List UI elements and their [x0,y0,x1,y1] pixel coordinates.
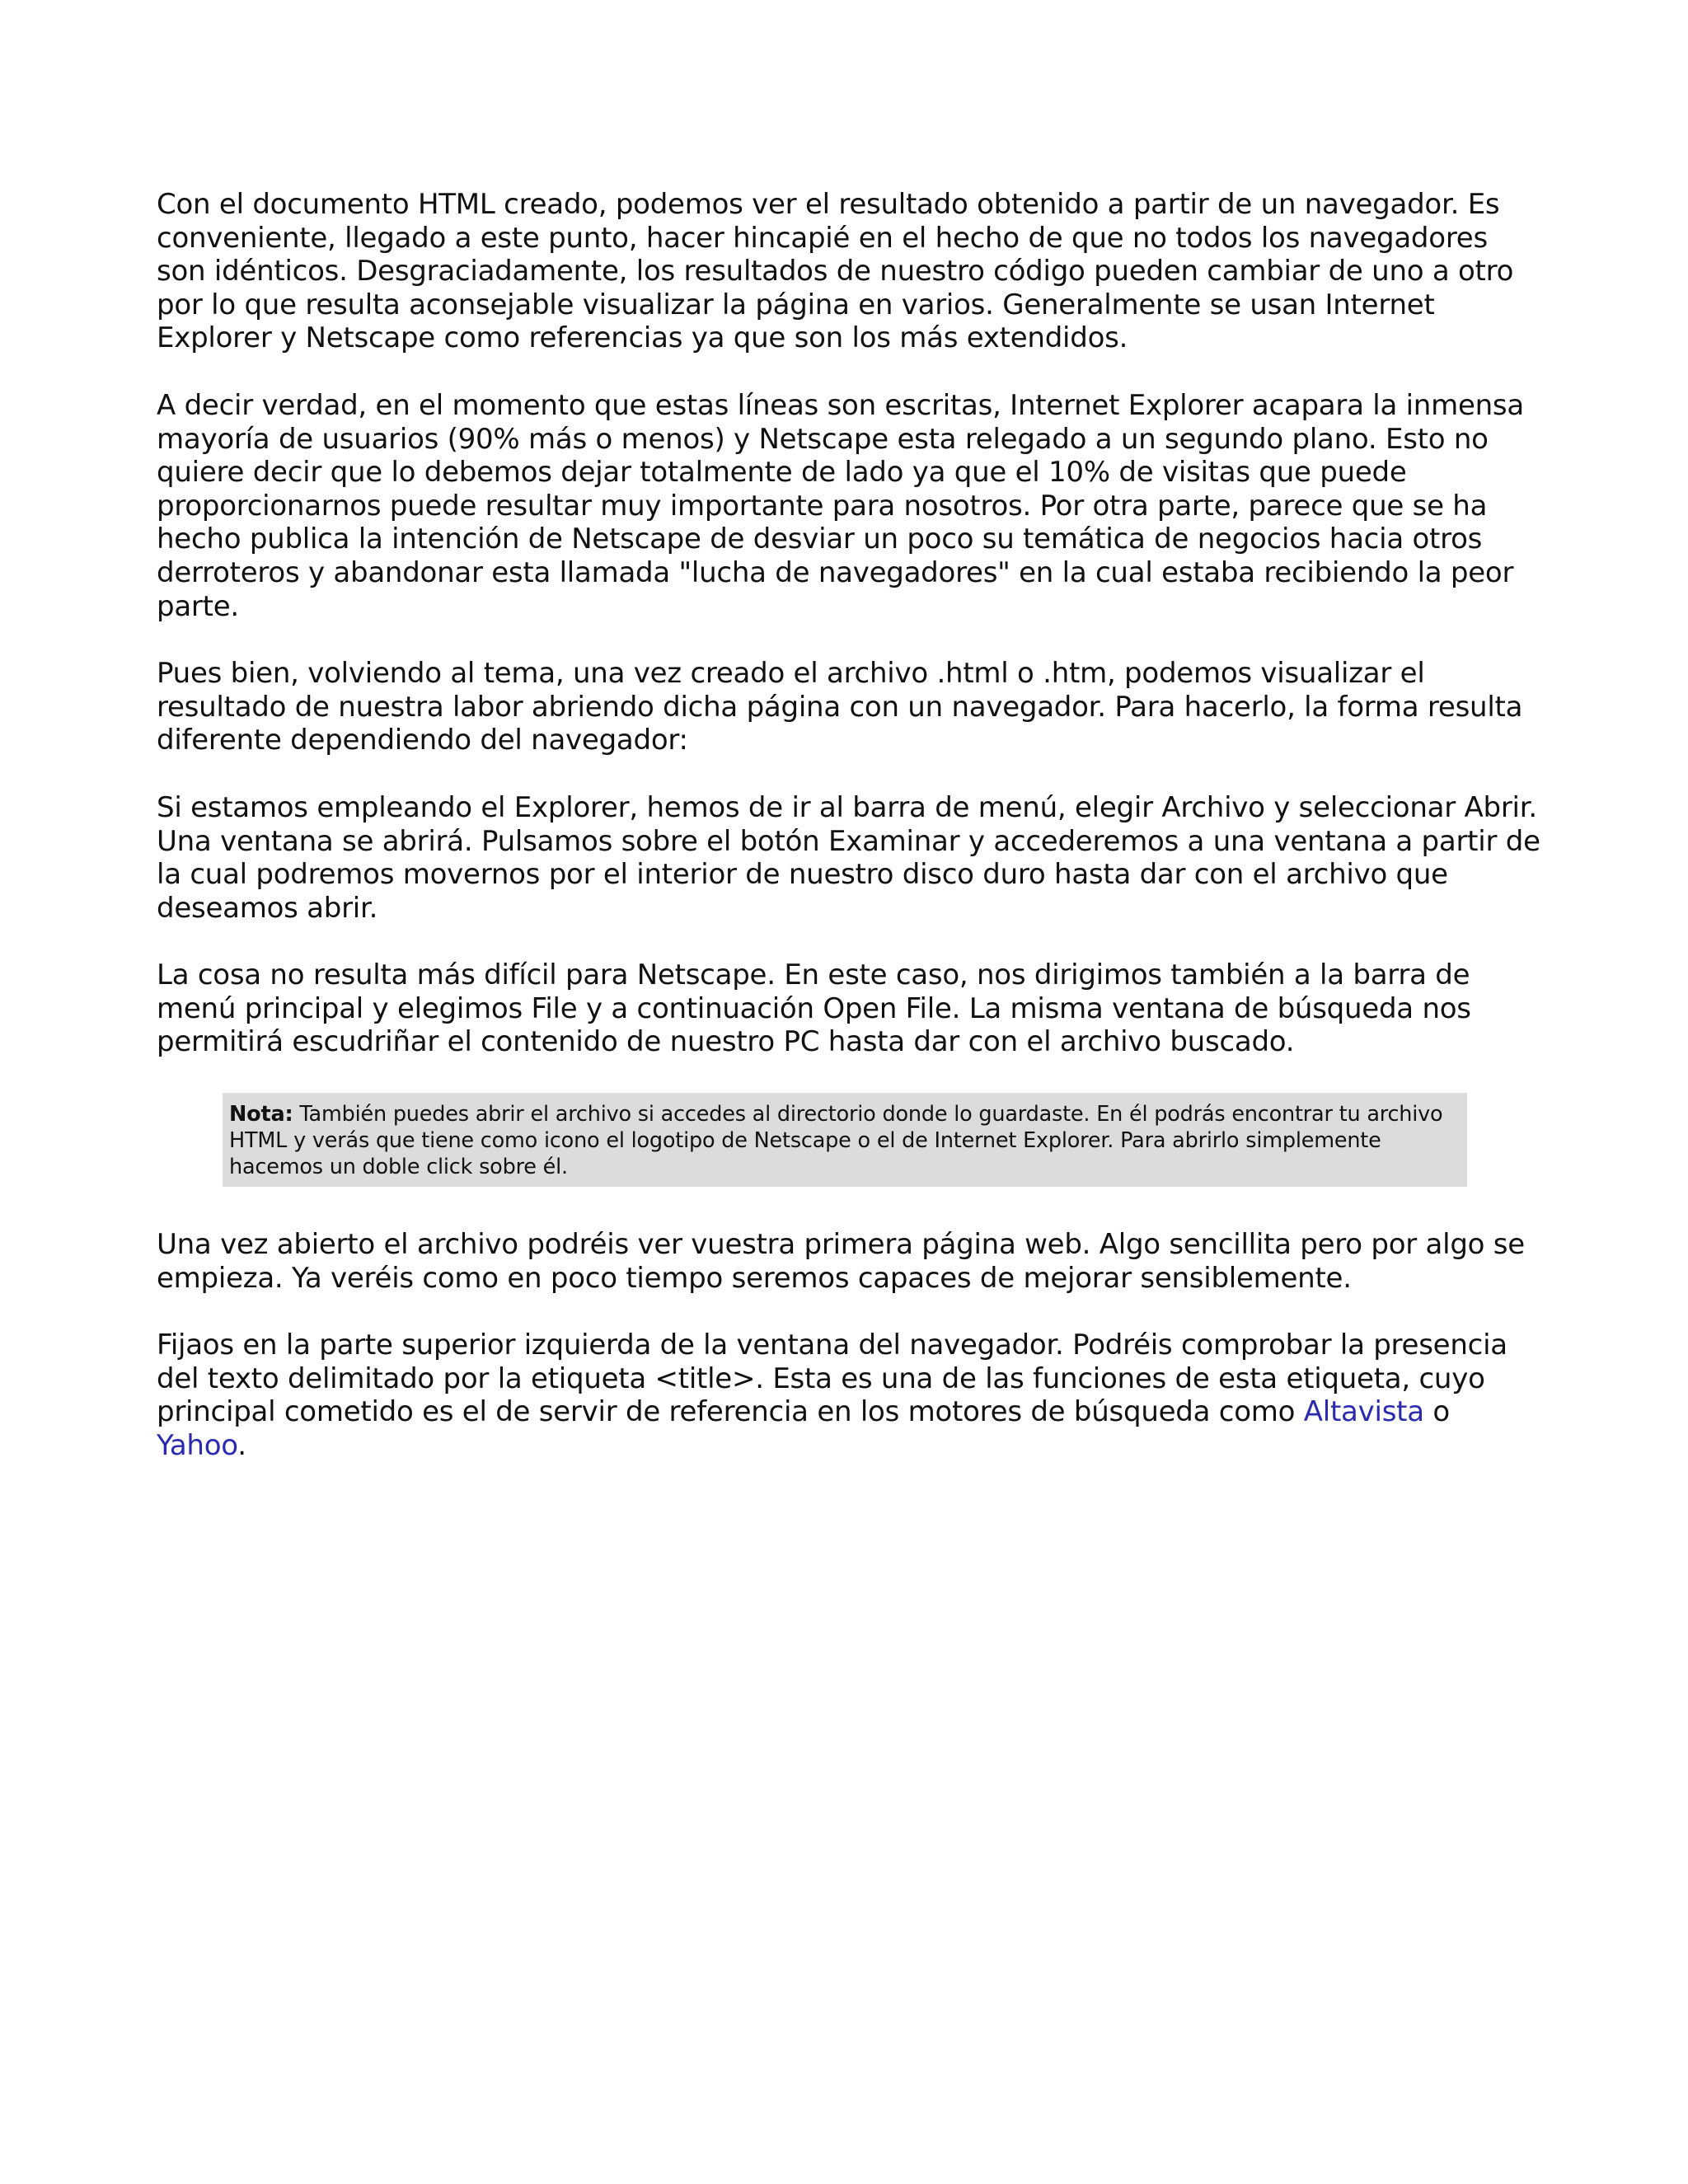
paragraph-2: A decir verdad, en el momento que estas líneas son escritas, Internet Explorer acapara la inmensa mayoría de usuarios (90% más o menos) y Netscape esta relegado a un segundo plano. Esto no quiere decir que lo debemos dejar totalmente de lado ya que el 10% de visitas que puede proporcionarnos puede resultar muy importante para nosotros. Por otra parte, parece que se ha hecho publica la intención de Netscape de desviar un poco su temática de negocios hacia otros derroteros y abandonar esta llamada "lucha de navegadores" en la cual estaba recibiendo la peor parte. [157,388,1524,623]
paragraph-7-text: Fijaos en la parte superior izquierda de la ventana del navegador. Podréis comprobar la presencia del texto delimitado por la etiqueta <title>. Esta es una de las funciones de esta etiqueta, cuyo principal cometido es el de servir de referencia en los motores de búsqueda como [157,1329,1507,1429]
altavista-link[interactable]: Altavista [1303,1395,1424,1429]
paragraph-4: Si estamos empleando el Explorer, hemos de ir al barra de menú, elegir Archivo y seleccionar Abrir. Una ventana se abrirá. Pulsamos sobre el botón Examinar y accederemos a una ventana a partir de la cual podremos movernos por el interior de nuestro disco duro hasta dar con el archivo que deseamos abrir. [157,790,1540,925]
paragraph-6: Una vez abierto el archivo podréis ver vuestra primera página web. Algo sencillita pero por algo se empieza. Ya veréis como en poco tiempo seremos capaces de mejorar sensiblemente. [157,1228,1525,1295]
paragraph-3: Pues bien, volviendo al tema, una vez creado el archivo .html o .htm, podemos visualizar el resultado de nuestra labor abriendo dicha página con un navegador. Para hacerlo, la forma resulta diferente dependiendo del navegador: [157,657,1523,757]
note-box [223,1093,1467,1187]
document-body [157,188,1541,1497]
paragraph-7-end: . [237,1429,246,1463]
paragraph-7 [157,1329,1541,1462]
yahoo-link[interactable]: Yahoo [157,1429,238,1463]
note-text: También puedes abrir el archivo si accedes al directorio donde lo guardaste. En él podrás encontrar tu archivo HTML y verás que tiene como icono el logotipo de Netscape o el de Internet Explorer. Para abrirlo simplemente hacemos un doble click sobre él. [229,1102,1443,1180]
paragraph-5: La cosa no resulta más difícil para Netscape. En este caso, nos dirigimos también a la barra de menú principal y elegimos File y a continuación Open File. La misma ventana de búsqueda nos permitirá escudriñar el contenido de nuestro PC hasta dar con el archivo buscado. [157,958,1471,1059]
paragraph-7-connector: o [1423,1395,1450,1429]
paragraph-1: Con el documento HTML creado, podemos ver el resultado obtenido a partir de un navegador. Es conveniente, llegado a este punto, hacer hincapié en el hecho de que no todos los navegadores son idénticos. Desgraciadamente, los resultados de nuestro código pueden cambiar de uno a otro por lo que resulta aconsejable visualizar la página en varios. Generalmente se usan Internet Explorer y Netscape como referencias ya que son los más extendidos. [157,188,1514,355]
note-label: Nota: [229,1102,293,1127]
